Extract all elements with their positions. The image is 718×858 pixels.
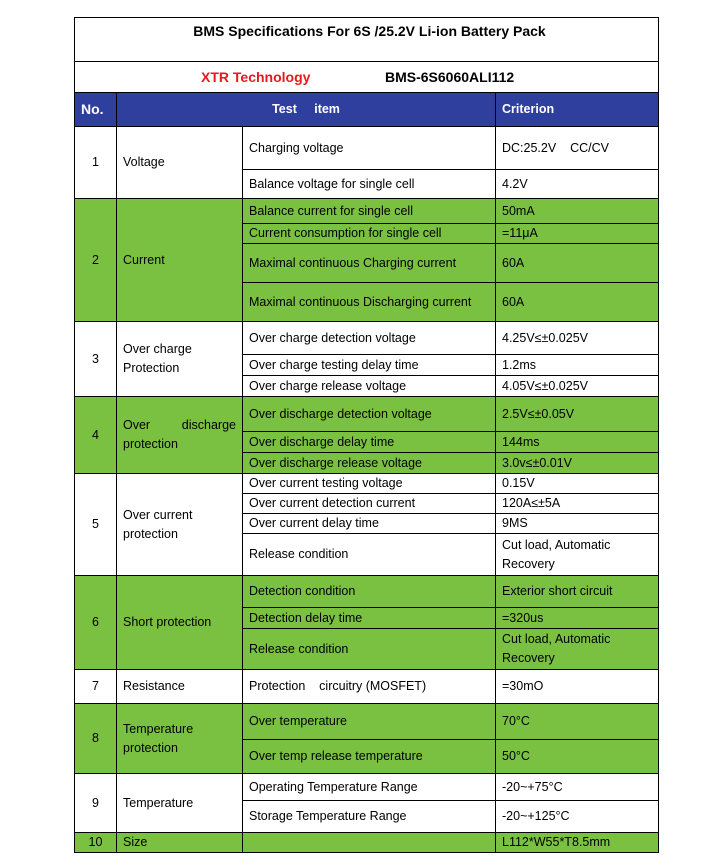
spec-item: Over discharge detection voltage bbox=[243, 397, 496, 432]
brand-row bbox=[75, 62, 659, 93]
spec-item: Storage Temperature Range bbox=[243, 801, 496, 833]
row-number: 10 bbox=[75, 833, 117, 853]
spec-item: Release condition bbox=[243, 534, 496, 576]
spec-value: 0.15V bbox=[496, 474, 659, 494]
spec-item: Over temperature bbox=[243, 704, 496, 740]
spec-item: Detection condition bbox=[243, 576, 496, 608]
spec-value: =320us bbox=[496, 608, 659, 629]
spec-item: Charging voltage bbox=[243, 127, 496, 170]
row-group: Over discharge protection bbox=[117, 397, 243, 474]
row-group: Size bbox=[117, 833, 243, 853]
table-row bbox=[75, 397, 659, 432]
spec-item: Maximal continuous Discharging current bbox=[243, 283, 496, 322]
spec-item bbox=[243, 833, 496, 853]
spec-value: -20~+125°C bbox=[496, 801, 659, 833]
spec-item: Over charge release voltage bbox=[243, 376, 496, 397]
spec-value: 4.2V bbox=[496, 170, 659, 199]
spec-value: L112*W55*T8.5mm bbox=[496, 833, 659, 853]
row-number: 8 bbox=[75, 704, 117, 774]
spec-value: 2.5V≤±0.05V bbox=[496, 397, 659, 432]
table-row bbox=[75, 774, 659, 801]
row-number: 6 bbox=[75, 576, 117, 670]
spec-item: Current consumption for single cell bbox=[243, 224, 496, 244]
spec-value: 3.0v≤±0.01V bbox=[496, 453, 659, 474]
spec-value: Cut load, Automatic Recovery bbox=[496, 534, 659, 576]
row-group: Temperature bbox=[117, 774, 243, 833]
spec-item: Over discharge release voltage bbox=[243, 453, 496, 474]
table-row bbox=[75, 704, 659, 740]
spec-item: Balance voltage for single cell bbox=[243, 170, 496, 199]
table-row bbox=[75, 322, 659, 355]
spec-value: =30mO bbox=[496, 670, 659, 704]
spec-item: Over discharge delay time bbox=[243, 432, 496, 453]
spec-item: Over current testing voltage bbox=[243, 474, 496, 494]
header-criterion: Criterion bbox=[496, 93, 659, 127]
table-row bbox=[75, 199, 659, 224]
spec-value: 9MS bbox=[496, 514, 659, 534]
spec-value: DC:25.2V CC/CV bbox=[496, 127, 659, 170]
spec-item: Release condition bbox=[243, 629, 496, 670]
spec-value: 50°C bbox=[496, 740, 659, 774]
spec-value: 4.25V≤±0.025V bbox=[496, 322, 659, 355]
model-number: BMS-6S6060ALI112 bbox=[385, 69, 515, 85]
row-group: Resistance bbox=[117, 670, 243, 704]
spec-item: Over charge testing delay time bbox=[243, 355, 496, 376]
spec-value: Cut load, Automatic Recovery bbox=[496, 629, 659, 670]
spec-value: =11μA bbox=[496, 224, 659, 244]
row-number: 9 bbox=[75, 774, 117, 833]
spec-item: Protection circuitry (MOSFET) bbox=[243, 670, 496, 704]
spec-value: 144ms bbox=[496, 432, 659, 453]
spec-item: Over temp release temperature bbox=[243, 740, 496, 774]
row-group: Temperature protection bbox=[117, 704, 243, 774]
spec-value: 70°C bbox=[496, 704, 659, 740]
spec-item: Over charge detection voltage bbox=[243, 322, 496, 355]
table-row bbox=[75, 670, 659, 704]
row-group: Short protection bbox=[117, 576, 243, 670]
row-number: 3 bbox=[75, 322, 117, 397]
spec-item: Maximal continuous Charging current bbox=[243, 244, 496, 283]
spec-item: Over current delay time bbox=[243, 514, 496, 534]
row-group: Current bbox=[117, 199, 243, 322]
header-no: No. bbox=[75, 93, 117, 127]
spec-value: 120A≤±5A bbox=[496, 494, 659, 514]
row-group: Voltage bbox=[117, 127, 243, 199]
spec-value: 1.2ms bbox=[496, 355, 659, 376]
row-number: 5 bbox=[75, 474, 117, 576]
spec-value: 60A bbox=[496, 283, 659, 322]
row-number: 2 bbox=[75, 199, 117, 322]
header-test-item: Test item bbox=[117, 93, 496, 127]
spec-item: Over current detection current bbox=[243, 494, 496, 514]
row-number: 4 bbox=[75, 397, 117, 474]
table-row bbox=[75, 576, 659, 608]
row-group: Over charge Protection bbox=[117, 322, 243, 397]
spec-value: -20~+75°C bbox=[496, 774, 659, 801]
spec-value: 4.05V≤±0.025V bbox=[496, 376, 659, 397]
spec-item: Detection delay time bbox=[243, 608, 496, 629]
spec-item: Balance current for single cell bbox=[243, 199, 496, 224]
row-number: 1 bbox=[75, 127, 117, 199]
page-title: BMS Specifications For 6S /25.2V Li-ion Battery Pack bbox=[75, 18, 659, 62]
spec-item: Operating Temperature Range bbox=[243, 774, 496, 801]
row-group: Over current protection bbox=[117, 474, 243, 576]
brand-name: XTR Technology bbox=[201, 69, 311, 85]
row-number: 7 bbox=[75, 670, 117, 704]
table-row bbox=[75, 474, 659, 494]
table-row bbox=[75, 833, 659, 853]
spec-value: 50mA bbox=[496, 199, 659, 224]
table-row bbox=[75, 127, 659, 170]
spec-value: Exterior short circuit bbox=[496, 576, 659, 608]
spec-table bbox=[74, 17, 659, 853]
table-header bbox=[75, 93, 659, 127]
spec-value: 60A bbox=[496, 244, 659, 283]
